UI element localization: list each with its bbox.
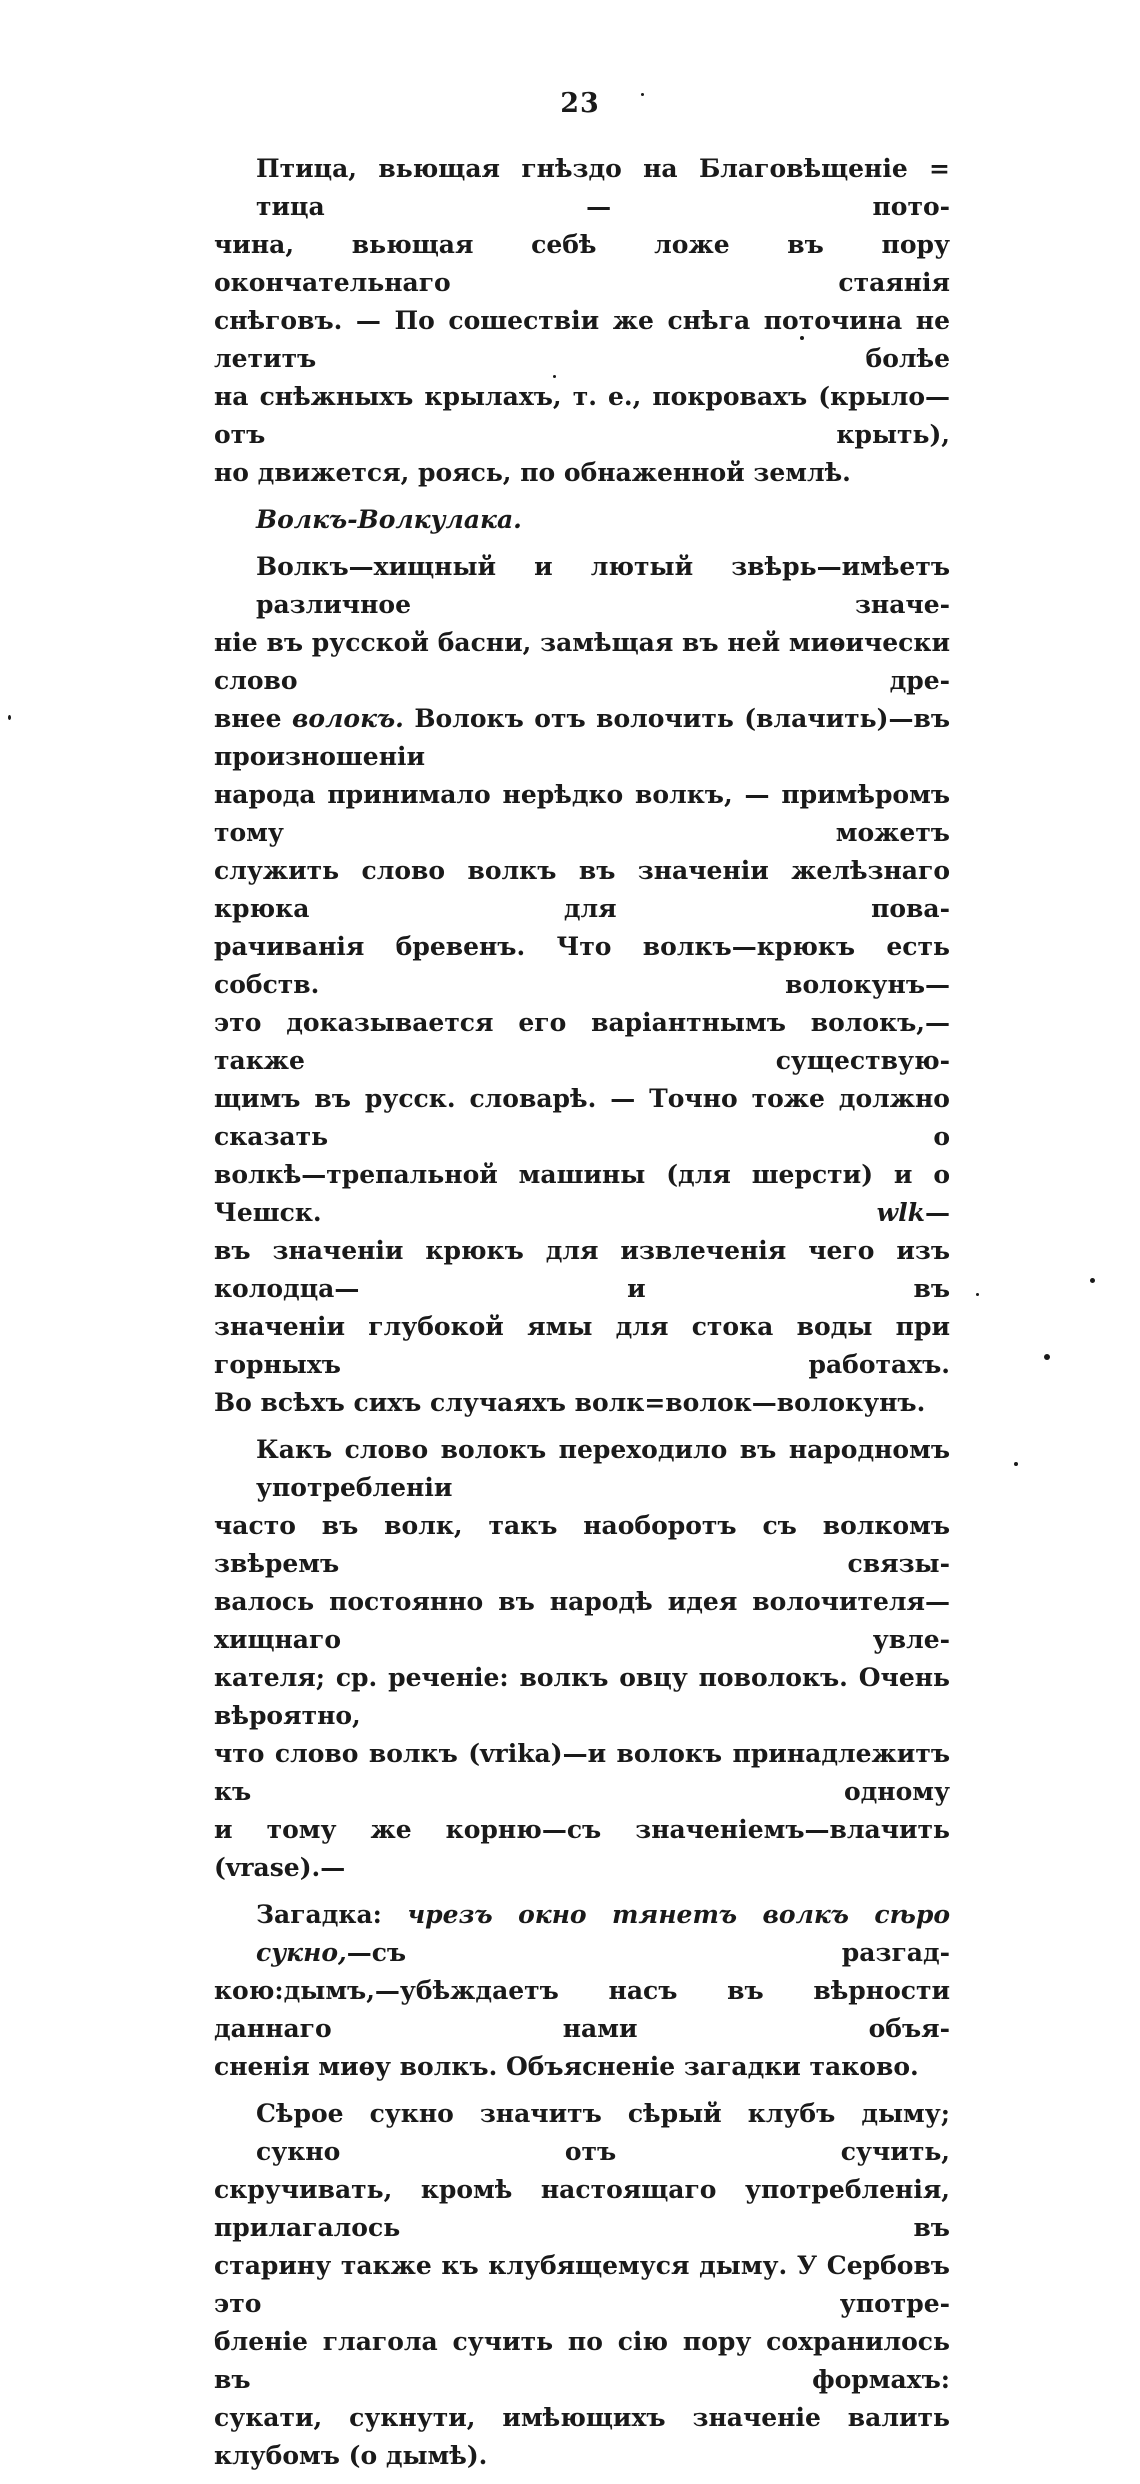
text-run: Загадка: [256, 1900, 382, 1929]
scan-speck [553, 375, 556, 378]
text-line: кателя; ср. реченіе: волкъ овцу поволокъ. Очень вѣроятно, [214, 1663, 950, 1730]
paragraph-wolf-meaning [214, 548, 950, 1422]
text-line: рачиванія бревенъ. Что волкъ—крюкъ есть собств. волокунъ— [214, 932, 950, 999]
text-line: на снѣжныхъ крылахъ, т. е., покровахъ (крыло—отъ крыть), [214, 382, 950, 449]
text-line: ніе въ русской басни, замѣщая въ ней миѳически слово дре- [214, 628, 950, 695]
text-run: внее [214, 704, 282, 733]
paragraph-volok [214, 1431, 950, 1887]
text-line: кою:дымъ,—убѣждаетъ насъ въ вѣрности даннаго нами объя- [214, 1976, 950, 2043]
text-line: сукати, сукнути, имѣющихъ значеніе валить клубомъ (о дымѣ). [214, 2403, 950, 2470]
text-line: но движется, роясь, по обнаженной землѣ. [214, 458, 851, 487]
scan-speck [800, 336, 804, 340]
text-run: Волокъ отъ волочить (влачить)—въ произношеніи [214, 704, 950, 771]
scan-speck [1044, 1354, 1050, 1360]
text-line: Какъ слово волокъ переходило въ народномъ употребленіи [256, 1435, 950, 1502]
text-line: снѣговъ. — По сошествіи же снѣга поточина не летитъ болѣе [214, 306, 950, 373]
text-line: щимъ въ русск. словарѣ. — Точно тоже должно сказать о [214, 1084, 950, 1151]
section-heading: Волкъ-Волкулака. [256, 505, 522, 534]
text-line: старину также къ клубящемуся дыму. У Сербовъ это употре- [214, 2251, 950, 2318]
paragraph-bird [214, 150, 950, 492]
text-line: въ значеніи крюкъ для извлеченія чего изъ колодца— и въ [214, 1236, 950, 1303]
text-line-mixed [214, 700, 950, 776]
scan-speck [8, 715, 11, 720]
text-run: —съ разгад- [346, 1938, 950, 1967]
text-run: — [925, 1198, 950, 1227]
italic-term: wlk [876, 1198, 925, 1227]
text-line: скручивать, кромѣ настоящаго употребленія, прилагалось въ [214, 2175, 950, 2242]
text-line: народа принимало нерѣдко волкъ, — примѣромъ тому можетъ [214, 780, 950, 847]
text-line: и тому же корню—съ значеніемъ—влачить (vrase).— [214, 1815, 950, 1882]
italic-term: волокъ. [292, 704, 404, 733]
scan-speck [1090, 1278, 1095, 1283]
page-number: 23 [560, 88, 600, 119]
text-line: чина, вьющая себѣ ложе въ пору окончательнаго стаянія [214, 230, 950, 297]
text-line: что слово волкъ (vrika)—и волокъ принадлежитъ къ одному [214, 1739, 950, 1806]
text-line: Во всѣхъ сихъ случаяхъ волк=волок—волокунъ. [214, 1388, 926, 1417]
paragraph-cloth [214, 2095, 950, 2475]
text-run: волкѣ—трепальной машины (для шерсти) и о Чешск. [214, 1160, 950, 1227]
text-line: Сѣрое сукно значитъ сѣрый клубъ дыму; сукно отъ сучить, [256, 2099, 950, 2166]
text-line: значеніи глубокой ямы для стока воды при горныхъ работахъ. [214, 1312, 950, 1379]
text-line: валось постоянно въ народѣ идея волочителя—хищнаго увле- [214, 1587, 950, 1654]
text-line-mixed [214, 1156, 950, 1232]
text-line: это доказывается его варіантнымъ волокъ,—также существую- [214, 1008, 950, 1075]
text-line: Волкъ—хищный и лютый звѣрь—имѣетъ различное значе- [256, 552, 950, 619]
paragraph-riddle [214, 1896, 950, 2086]
text-line: сненія миѳу волкъ. Объясненіе загадки таково. [214, 2052, 919, 2081]
text-body [214, 150, 950, 2484]
text-line: бленіе глагола сучить по сію пору сохранилось въ формахъ: [214, 2327, 950, 2394]
text-line-mixed [214, 1896, 950, 1972]
text-line: Птица, вьющая гнѣздо на Благовѣщеніе = тица — пото- [256, 154, 950, 221]
scan-speck [641, 93, 644, 96]
text-line: часто въ волк, такъ наоборотъ съ волкомъ звѣремъ связы- [214, 1511, 950, 1578]
text-line: служить слово волкъ въ значеніи желѣзнаго крюка для пова- [214, 856, 950, 923]
italic-riddle: чрезъ окно тянетъ волкъ сѣро сукно, [256, 1900, 950, 1967]
scan-speck [1014, 1462, 1018, 1466]
scan-speck [976, 1293, 979, 1296]
